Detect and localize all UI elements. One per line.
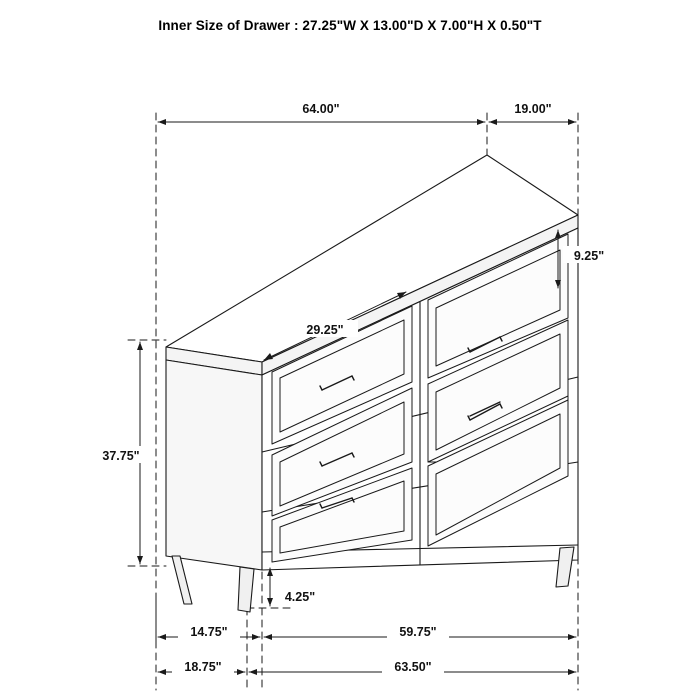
dim-leg-height: 4.25" (284, 590, 316, 604)
dim-overall-width-base: 63.50" (394, 660, 432, 674)
dim-overall-height: 37.75" (102, 449, 140, 463)
dim-drawer-front-width: 29.25" (306, 323, 344, 337)
dim-cabinet-width-lower: 59.75" (399, 625, 437, 639)
page-title: Inner Size of Drawer : 27.25"W X 13.00"D X 7.00"H X 0.50"T (158, 18, 542, 33)
dim-top-depth: 19.00" (514, 102, 552, 116)
dim-side-depth-lower: 14.75" (190, 625, 228, 639)
dim-top-drawer-height: 9.25" (573, 249, 605, 263)
dim-side-depth-base: 18.75" (184, 660, 222, 674)
dim-top-width: 64.00" (302, 102, 340, 116)
